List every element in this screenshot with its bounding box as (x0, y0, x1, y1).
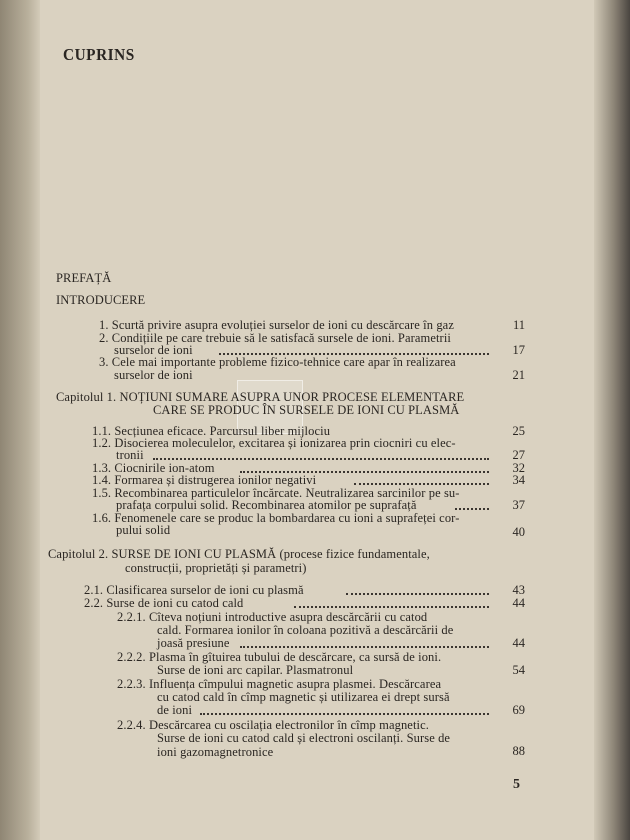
toc-dot-leader (240, 636, 489, 648)
toc-chapter-heading: construcții, proprietăți și parametri) (125, 561, 307, 575)
toc-entry-text: de ioni (157, 703, 193, 717)
toc-entry-text: Surse de ioni arc capilar. Plasmatronul (157, 663, 354, 677)
toc-entry-text: 1. Scurtă privire asupra evoluției surselor de ioni cu descărcare în gaz (99, 318, 454, 332)
toc-page-number: 21 (512, 368, 525, 382)
toc-chapter-heading: Capitolul 1. NOȚIUNI SUMARE ASUPRA UNOR PROCESE ELEMENTARE (56, 390, 465, 404)
page-left-edge (0, 0, 40, 840)
toc-entry-text: 2.1. Clasificarea surselor de ioni cu plasmă (84, 583, 304, 597)
toc-page-number: 43 (512, 583, 525, 597)
toc-entry-text: 1.6. Fenomenele care se produc la bombardarea cu ioni a suprafeței cor- (92, 511, 460, 525)
toc-dot-leader (455, 498, 489, 510)
toc-page-number: 37 (512, 498, 525, 512)
toc-page-number: 69 (512, 703, 525, 717)
toc-introduction: INTRODUCERE (56, 293, 146, 307)
page-right-edge (594, 0, 630, 840)
toc-entry-text: prafața corpului solid. Recombinarea atomilor pe suprafață (116, 498, 417, 512)
toc-entry-text: surselor de ioni (114, 343, 193, 357)
toc-page-number: 44 (512, 636, 525, 650)
page-title: CUPRINS (63, 45, 135, 64)
toc-page-number: 25 (512, 424, 525, 438)
toc-entry-text: 1.5. Recombinarea particulelor încărcate. Neutralizarea sarcinilor pe su- (92, 486, 460, 500)
toc-dot-leader (219, 343, 489, 355)
toc-entry-text: 2.2.4. Descărcarea cu oscilația electronilor în cîmp magnetic. (117, 718, 429, 732)
toc-dot-leader (240, 461, 489, 473)
toc-dot-leader (200, 703, 489, 715)
toc-page-number: 34 (512, 473, 525, 487)
toc-entry-text: 2.2.2. Plasma în gîtuirea tubului de descărcare, ca sursă de ioni. (117, 650, 442, 664)
toc-entry-text: joasă presiune (157, 636, 230, 650)
toc-entry-text: 1.3. Ciocnirile ion-atom (92, 461, 215, 475)
toc-dot-leader (153, 448, 489, 460)
toc-entry-text: Surse de ioni cu catod cald și electroni oscilanți. Surse de (157, 731, 451, 745)
toc-entry-text: 1.1. Secțiunea eficace. Parcursul liber mijlociu (92, 424, 331, 438)
toc-entry-text: 2.2.3. Influența cîmpului magnetic asupra plasmei. Descărcarea (117, 677, 442, 691)
toc-entry-text: 2. Condițiile pe care trebuie să le satisfacă sursele de ioni. Parametrii (99, 331, 451, 345)
toc-chapter-heading: Capitolul 2. SURSE DE IONI CU PLASMĂ (procese fizice fundamentale, (48, 547, 430, 561)
toc-page-number: 44 (512, 596, 525, 610)
toc-page-number: 32 (512, 461, 525, 475)
toc-entry-text: 3. Cele mai importante probleme fizico-tehnice care apar în realizarea (99, 355, 456, 369)
toc-entry-text: 2.2.1. Cîteva noțiuni introductive asupra descărcării cu catod (117, 610, 428, 624)
toc-dot-leader (346, 583, 489, 595)
toc-entry-text: ioni gazomagnetronice (157, 745, 274, 759)
toc-preface: PREFAȚĂ (56, 271, 112, 285)
toc-page-number: 17 (512, 343, 525, 357)
page-number: 5 (513, 777, 521, 792)
toc-entry-text: surselor de ioni (114, 368, 193, 382)
toc-entry-text: cald. Formarea ionilor în coloana pozitivă a descărcării de (157, 623, 454, 637)
toc-dot-leader (354, 473, 489, 485)
toc-page-number: 54 (512, 663, 525, 677)
toc-chapter-heading: CARE SE PRODUC ÎN SURSELE DE IONI CU PLASMĂ (153, 403, 460, 417)
toc-entry-text: 1.4. Formarea și distrugerea ionilor negativi (92, 473, 317, 487)
toc-entry-text: cu catod cald în cîmp magnetic și utilizarea ei drept sursă (157, 690, 450, 704)
toc-entry-text: 2.2. Surse de ioni cu catod cald (84, 596, 244, 610)
toc-page-number: 40 (512, 525, 525, 539)
toc-entry-text: 1.2. Disocierea moleculelor, excitarea și ionizarea prin ciocniri cu elec- (92, 436, 456, 450)
toc-page-number: 11 (512, 318, 525, 332)
toc-page-number: 88 (512, 744, 525, 758)
toc-dot-leader (294, 596, 489, 608)
toc-entry-text: tronii (116, 448, 144, 462)
toc-page-number: 27 (512, 448, 525, 462)
toc-entry-text: pului solid (116, 523, 171, 537)
